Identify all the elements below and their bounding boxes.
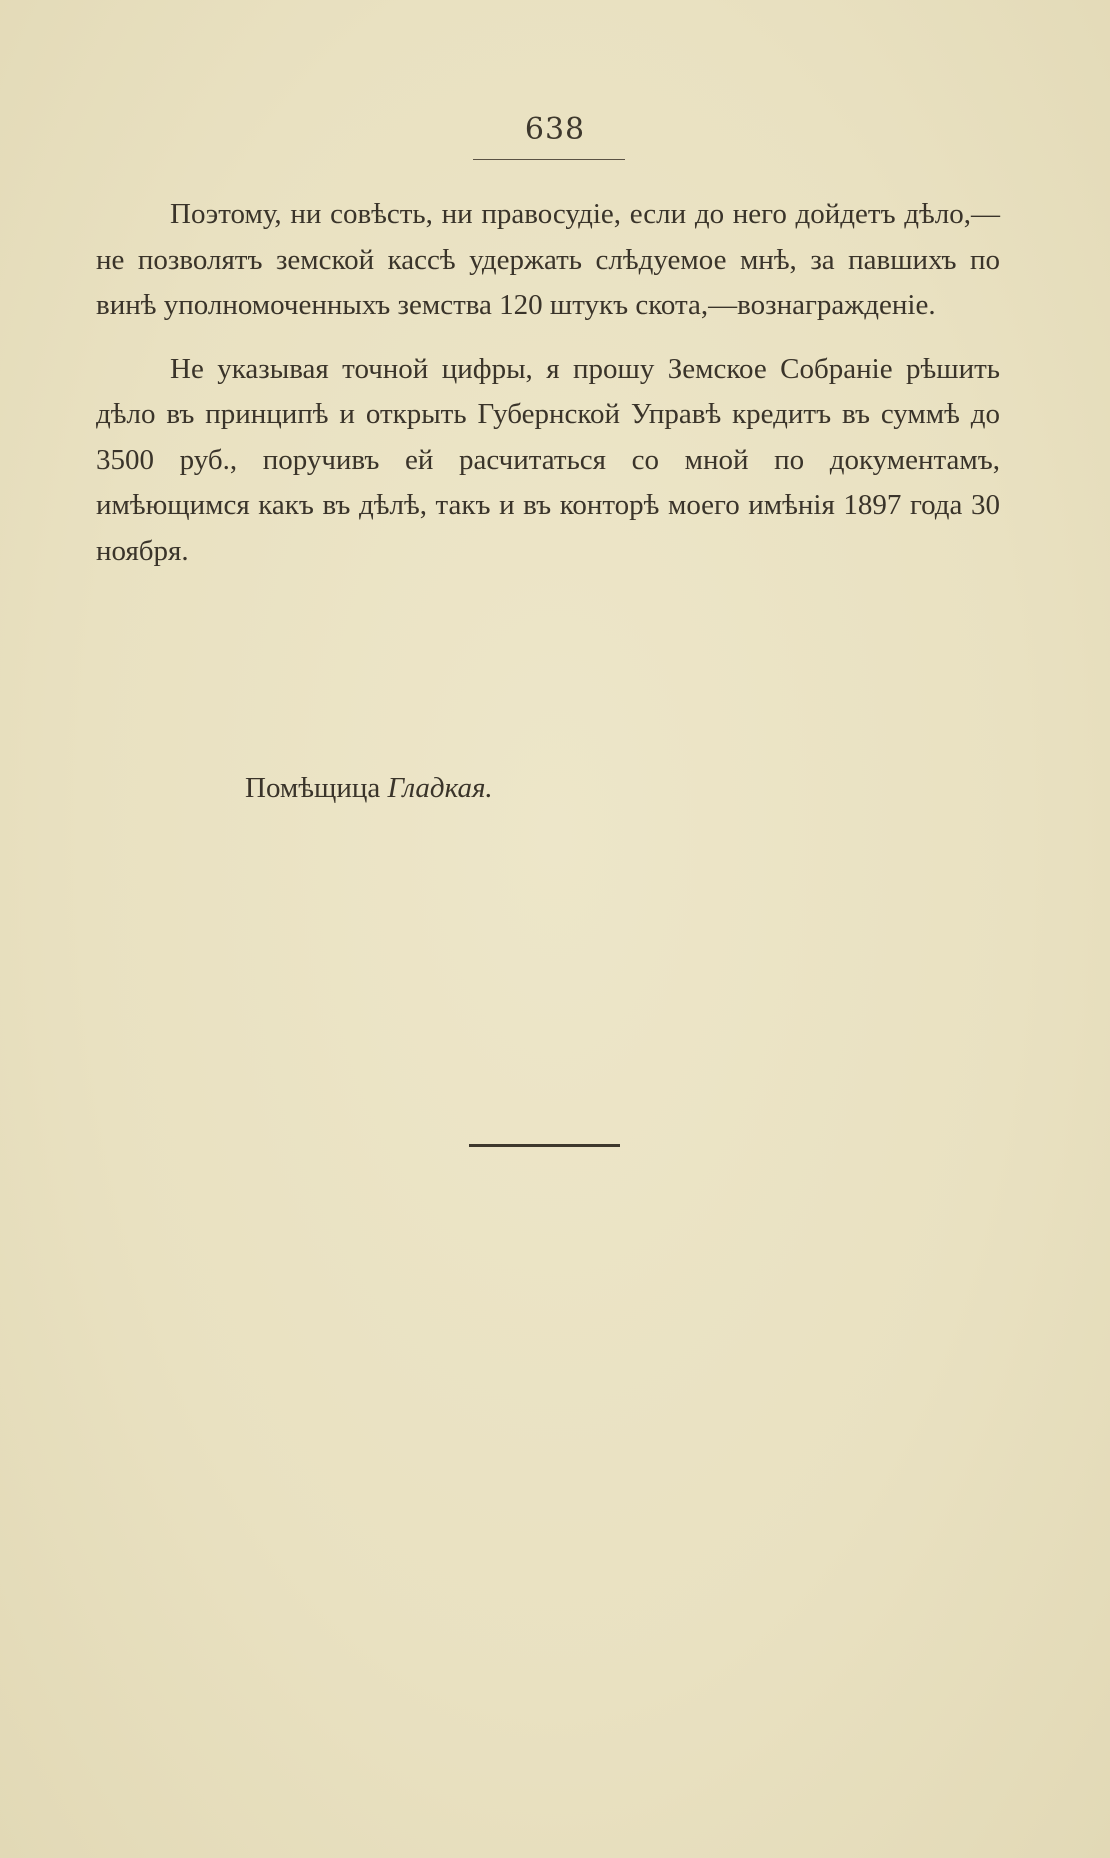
signature — [245, 772, 493, 805]
paragraph-2: Не указывая точной цифры, я прошу Земское Собраніе рѣшить дѣло въ принципѣ и открыть Губернской Управѣ кредитъ въ суммѣ до 3500 руб., поручивъ ей расчитаться со мной по документамъ, имѣющимся какъ въ дѣлѣ, такъ и въ конторѣ моего имѣнія 1897 года 30 ноября. — [96, 352, 1000, 567]
page-number: 638 — [524, 112, 586, 147]
header-rule — [473, 159, 625, 160]
signature-title: Помѣщица — [245, 772, 381, 804]
signature-name: Гладкая. — [387, 772, 493, 804]
end-rule — [469, 1144, 620, 1147]
body-text — [96, 192, 1000, 592]
paragraph-1: Поэтому, ни совѣсть, ни правосудіе, если до него дойдетъ дѣло,—не позволятъ земской кассѣ удержать слѣдуемое мнѣ, за павшихъ по винѣ уполномоченныхъ земства 120 штукъ скота,—вознагражденіе. — [96, 198, 1000, 321]
